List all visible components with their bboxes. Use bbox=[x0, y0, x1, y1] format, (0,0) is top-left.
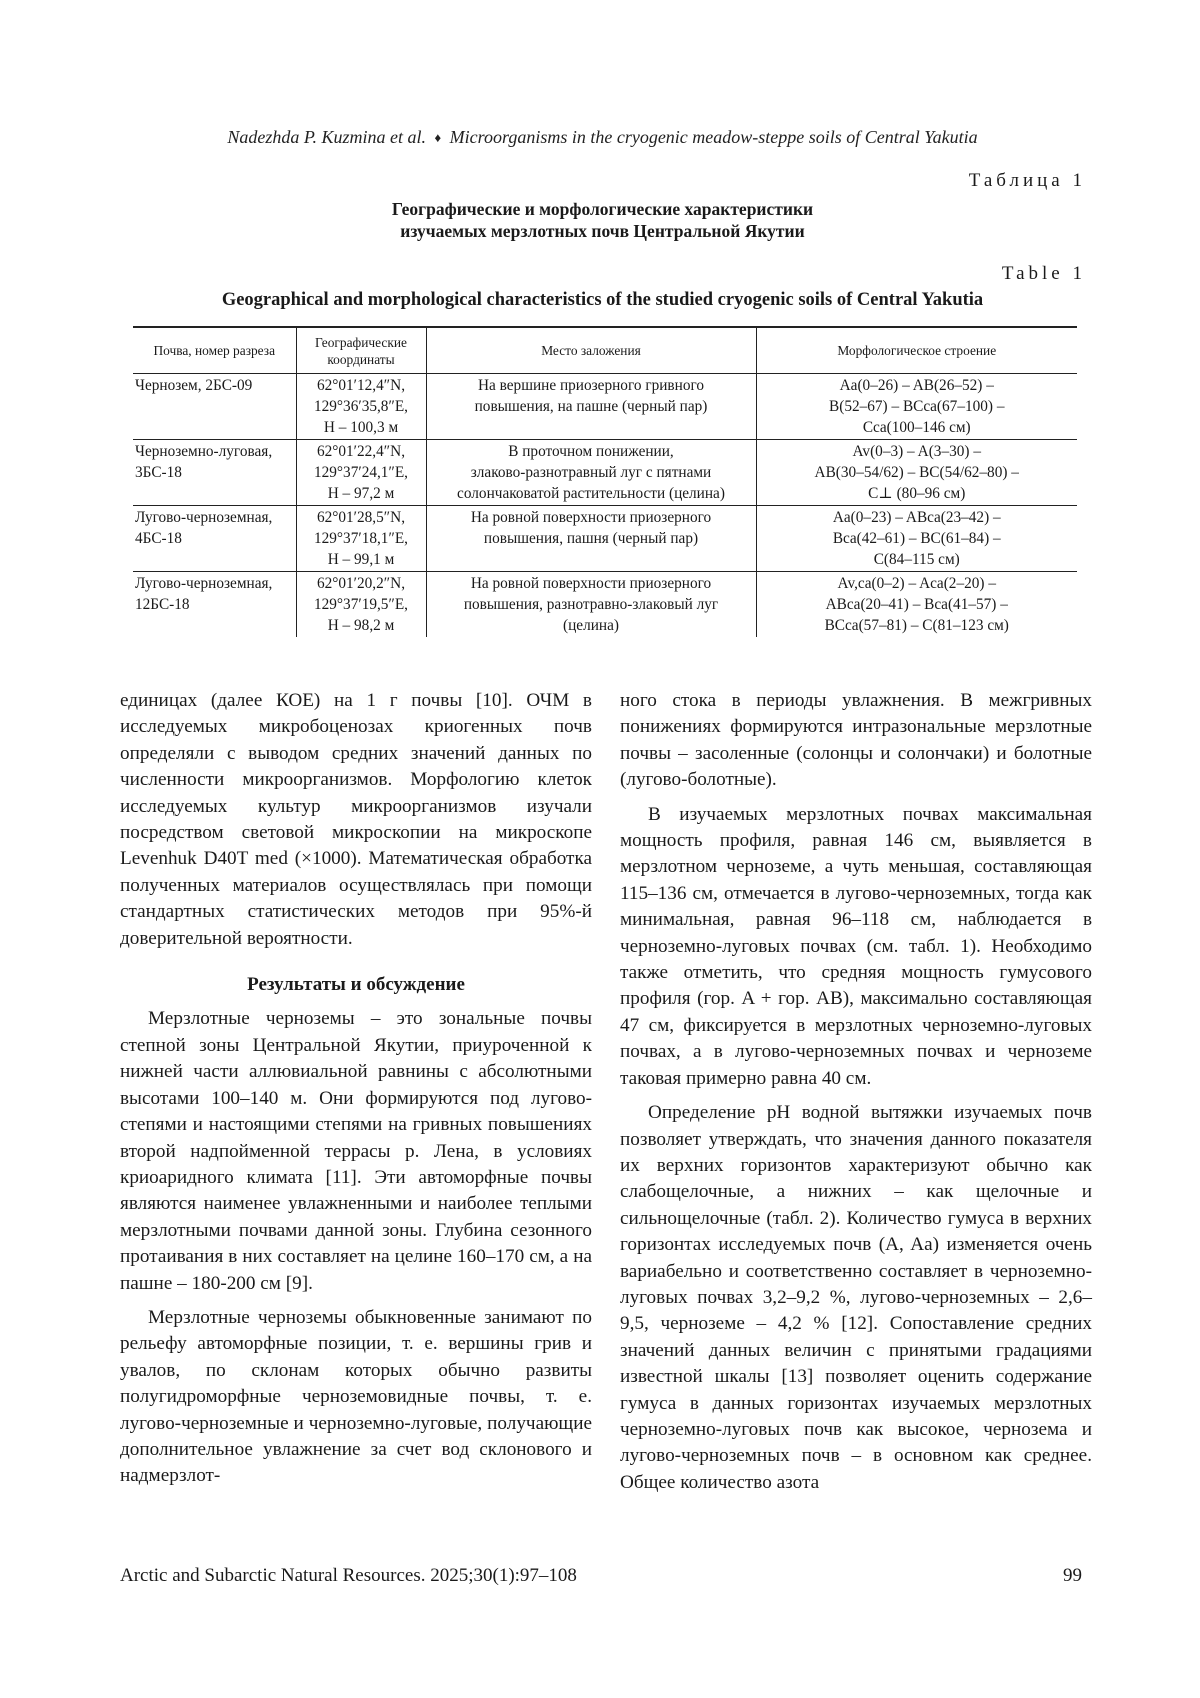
paragraph: Мерзлотные черноземы – это зональные почвы степной зоны Центральной Якутии, приуроченной к нижней части аллювиальной равнины с абсолютными высотами 100–140 м. Они формируются под лугово-степями и настоящими степями на гривных повышениях второй надпойменной террасы р. Лена, в условиях криоаридного климата [11]. Эти автоморфные почвы являются наименее увлажненными и наиболее теплыми мерзлотными почвами данной зоны. Глубина сезонного протаивания в них составляет на целине 160–170 см, а на пашне – 180-200 см [9]. bbox=[120, 1008, 592, 1294]
cell-soil bbox=[133, 440, 296, 506]
table-row bbox=[133, 374, 1077, 440]
cell-line: 62°01′28,5″N, bbox=[316, 509, 406, 526]
cell-line: Лугово-черноземная, bbox=[135, 509, 273, 526]
cell-line: B(52–67) – BCca(67–100) – bbox=[829, 398, 1005, 415]
cell-morphology bbox=[756, 440, 1077, 506]
right-text-column bbox=[620, 688, 1092, 1496]
cell-line: 62°01′20,2″N, bbox=[316, 575, 406, 592]
table-row bbox=[133, 572, 1077, 638]
cell-line: 129°37′19,5″E, bbox=[313, 596, 408, 613]
column-header-coordinates: Географические координаты bbox=[296, 327, 426, 374]
cell-line: H – 97,2 м bbox=[327, 485, 395, 502]
cell-soil bbox=[133, 506, 296, 572]
cell-line: На вершине приозерного гривного bbox=[477, 377, 705, 394]
table-label-en: Table 1 bbox=[1001, 263, 1086, 284]
cell-line: солончаковатой растительности (целина) bbox=[457, 485, 725, 502]
cell-line: злаково-разнотравный луг с пятнами bbox=[470, 464, 712, 481]
table-title-en: Geographical and morphological characteristics of the studied cryogenic soils of Central Yakutia bbox=[221, 290, 984, 310]
table-label-ru: Таблица 1 bbox=[968, 170, 1086, 191]
left-text-column bbox=[120, 688, 592, 1490]
header-title: Microorganisms in the cryogenic meadow-steppe soils of Central Yakutia bbox=[449, 127, 978, 147]
cell-line: 3БС-18 bbox=[135, 464, 182, 481]
cell-line: На ровной поверхности приозерного bbox=[470, 575, 712, 592]
cell-morphology bbox=[756, 374, 1077, 440]
cell-line: Лугово-черноземная, bbox=[135, 575, 273, 592]
cell-soil bbox=[133, 572, 296, 638]
cell-line: H – 100,3 м bbox=[323, 419, 399, 436]
table-header-row bbox=[133, 327, 1077, 374]
cell-line: 62°01′12,4″N, bbox=[316, 377, 406, 394]
cell-line: C(84–115 см) bbox=[873, 551, 960, 568]
cell-coordinates bbox=[296, 440, 426, 506]
cell-line: C⊥ (80–96 см) bbox=[868, 485, 966, 502]
cell-line: Чернозем, 2БС-09 bbox=[135, 377, 253, 394]
table-title-ru-line: изучаемых мерзлотных почв Центральной Якутии bbox=[400, 221, 805, 241]
table-title-ru bbox=[120, 198, 1085, 242]
paragraph: ного стока в периоды увлажнения. В межгривных понижениях формируются интразональные мерзлотные почвы – засоленные (солонцы и солончаки) и болотные (лугово-болотные). bbox=[620, 690, 1092, 791]
cell-line: AB(30–54/62) – BC(54/62–80) – bbox=[814, 464, 1019, 481]
cell-place bbox=[426, 440, 756, 506]
paragraph: Определение pH водной вытяжки изучаемых почв позволяет утверждать, что значения данного показателя их верхних горизонтов характеризуют обычно как слабощелочные, а нижних – как щелочные и сильнощелочные (табл. 2). Количество гумуса в верхних горизонтах исследуемых почв (A, Aa) изменяется очень вариабельно и соответственно составляет в черноземно-луговых почвах 3,2–9,2 %, лугово-черноземных – 2,6–9,5, черноземе – 4,2 % [12]. Сопоставление средних значений данных величин с принятыми градациями известной шкалы [13] позволяет оценить содержание гумуса в данных горизонтах изучаемых мерзлотных черноземно-луговых почв как высокое, чернозема и лугово-черноземных почв – в основном как среднее. Общее количество азота bbox=[620, 1102, 1092, 1493]
column-header-morphology: Морфологическое строение bbox=[756, 327, 1077, 374]
cell-line: BCca(57–81) – C(81–123 см) bbox=[824, 617, 1009, 634]
header-authors: Nadezhda P. Kuzmina et al. bbox=[227, 127, 427, 147]
paragraph: Мерзлотные черноземы обыкновенные занимают по рельефу автоморфные позиции, т. е. вершины грив и увалов, по склонам которых обычно развиты полугидроморфные черноземовидные почвы, т. е. лугово-черноземные и черноземно-луговые, получающие дополнительное увлажнение за счет вод склонового и надмерзлот- bbox=[120, 1306, 592, 1487]
column-header-place: Место заложения bbox=[426, 327, 756, 374]
cell-soil bbox=[133, 374, 296, 440]
running-header bbox=[120, 127, 1085, 148]
cell-line: 62°01′22,4″N, bbox=[316, 443, 406, 460]
cell-line: повышения, разнотравно-злаковый луг bbox=[463, 596, 719, 613]
cell-line: В проточном понижении, bbox=[508, 443, 674, 460]
section-heading: Результаты и обсуждение bbox=[247, 974, 465, 996]
cell-coordinates bbox=[296, 374, 426, 440]
paragraph: В изучаемых мерзлотных почвах максимальная мощность профиля, равная 146 см, выявляется в мерзлотном черноземе, а чуть меньшая, составляющая 115–136 см, отмечается в лугово-черноземных, тогда как минимальная, равная 96–118 см, наблюдается в черноземно-луговых почвах (см. табл. 1). Необходимо также отметить, что средняя мощность гумусового профиля (гор. A + гор. AB), максимально составляющая 47 см, фиксируется в мерзлотных черноземно-луговых почвах, а в лугово-черноземных почвах и черноземе таковая примерно равна 40 см. bbox=[620, 803, 1092, 1089]
cell-line: 4БС-18 bbox=[135, 530, 182, 547]
footer-journal: Arctic and Subarctic Natural Resources. 2025;30(1):97–108 bbox=[120, 1565, 577, 1586]
cell-line: повышения, пашня (черный пар) bbox=[483, 530, 699, 547]
cell-line: Cca(100–146 см) bbox=[862, 419, 971, 436]
cell-line: 129°37′24,1″E, bbox=[313, 464, 408, 481]
cell-place bbox=[426, 572, 756, 638]
cell-line: 12БС-18 bbox=[135, 596, 190, 613]
cell-line: ABca(20–41) – Bca(41–57) – bbox=[825, 596, 1008, 613]
page-number: 99 bbox=[1063, 1565, 1082, 1586]
column-header-soil: Почва, номер разреза bbox=[133, 327, 296, 374]
table-row bbox=[133, 440, 1077, 506]
cell-line: (целина) bbox=[563, 617, 619, 634]
cell-line: повышения, на пашне (черный пар) bbox=[474, 398, 708, 415]
cell-line: 129°36′35,8″E, bbox=[313, 398, 408, 415]
cell-line: 129°37′18,1″E, bbox=[313, 530, 408, 547]
cell-line: Aa(0–26) – AB(26–52) – bbox=[839, 377, 994, 394]
cell-coordinates bbox=[296, 572, 426, 638]
paragraph: единицах (далее КОЕ) на 1 г почвы [10]. ОЧМ в исследуемых микробоценозах криогенных почв определяли с выводом средних значений данных по численности микроорганизмов. Морфологию клеток исследуемых культур микроорганизмов изучали посредством световой микроскопии на микроскопе Levenhuk D40T med (×1000). Математическая обработка полученных материалов осуществлялась при помощи стандартных статистических методов при 95%-й доверительной вероятности. bbox=[120, 690, 592, 949]
table-row bbox=[133, 506, 1077, 572]
cell-place bbox=[426, 374, 756, 440]
cell-line: Av,ca(0–2) – Aca(2–20) – bbox=[837, 575, 996, 592]
cell-coordinates bbox=[296, 506, 426, 572]
cell-line: H – 99,1 м bbox=[327, 551, 395, 568]
soil-characteristics-table bbox=[133, 326, 1077, 637]
cell-morphology bbox=[756, 572, 1077, 638]
diamond-separator-icon: ♦ bbox=[434, 130, 442, 145]
cell-place bbox=[426, 506, 756, 572]
cell-line: Черноземно-луговая, bbox=[135, 443, 273, 460]
cell-line: H – 98,2 м bbox=[327, 617, 395, 634]
cell-line: Bca(42–61) – BC(61–84) – bbox=[832, 530, 1001, 547]
cell-line: На ровной поверхности приозерного bbox=[470, 509, 712, 526]
cell-line: Aa(0–23) – ABca(23–42) – bbox=[832, 509, 1001, 526]
cell-morphology bbox=[756, 506, 1077, 572]
cell-line: Av(0–3) – A(3–30) – bbox=[852, 443, 981, 460]
table-title-ru-line: Географические и морфологические характеристики bbox=[391, 199, 814, 219]
